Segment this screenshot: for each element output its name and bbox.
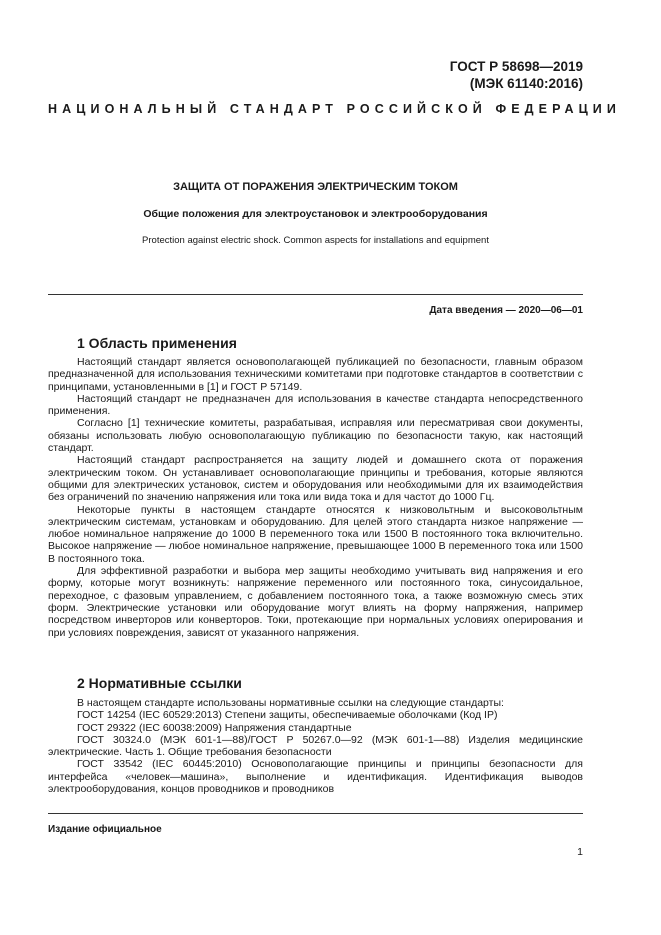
paragraph: Настоящий стандарт распространяется на защиту людей и домашнего скота от поражения электрическим током. Он устанавливает основополагающие принципы и требования, которые являются общими для электрических установок, систем и оборудования или необходимыми для их взаимодействия без ограничений по значению напряжения или тока или вида тока и для частот до 1000 Гц. [48,454,583,504]
document-subtitle: Общие положения для электроустановок и электрооборудования [143,208,488,220]
edition-label: Издание официальное [48,824,162,835]
paragraph: Настоящий стандарт не предназначен для использования в качестве стандарта непосредственного применения. [48,392,583,418]
paragraph: Настоящий стандарт является основополагающей публикацией по безопасности, главным образом предназначенной для использования техническими комитетами при подготовке стандартов в соответствии с принципами, установленными в [1] и ГОСТ Р 57149. [48,356,583,393]
introduction-date: Дата введения — 2020—06—01 [429,305,583,316]
standard-code-block [450,58,583,92]
paragraph: Согласно [1] технические комитеты, разрабатывая, исправляя или пересматривая свои документы, обязаны использовать любую основополагающую публикацию по безопасности такую, как настоящий стандарт. [48,417,583,455]
document-title: ЗАЩИТА ОТ ПОРАЖЕНИЯ ЭЛЕКТРИЧЕСКИМ ТОКОМ [173,181,458,193]
reference-item: ГОСТ 29322 (IEC 60038:2009) Напряжения стандартные [77,721,352,734]
national-standard-banner: НАЦИОНАЛЬНЫЙ СТАНДАРТ РОССИЙСКОЙ ФЕДЕРАЦИИ [48,102,621,116]
section-body-normative-references [48,697,583,795]
document-title-english: Protection against electric shock. Common aspects for installations and equipment [142,235,489,246]
footer-divider [48,813,583,814]
iec-code: (МЭК 61140:2016) [469,76,583,91]
reference-item: ГОСТ 30324.0 (МЭК 601-1—88)/ГОСТ Р 50267.0—92 (МЭК 601-1—88) Изделия медицинские электрические. Часть 1. Общие требования безопасности [48,733,583,759]
header-divider [48,294,583,295]
reference-item: ГОСТ 14254 (IEC 60529:2013) Степени защиты, обеспечиваемые оболочками (Код IP) [77,709,498,722]
paragraph: Некоторые пункты в настоящем стандарте относятся к низковольтным и высоковольтным электрическим системам, установкам и оборудованию. Для целей этого стандарта низкое напряжение — любое номинальное напряжение до 1000 В переменного тока или 1500 В постоянного тока включительно. Высокое напряжение — любое номинальное напряжение, превышающее 1000 В переменного тока или 1500 В постоянного тока. [48,503,583,565]
page-number: 1 [577,846,583,858]
section-body-scope [48,356,583,639]
paragraph: В настоящем стандарте использованы нормативные ссылки на следующие стандарты: [77,697,504,709]
standard-code: ГОСТ Р 58698—2019 [449,59,583,74]
section-heading-normative-references: 2 Нормативные ссылки [77,675,242,691]
section-heading-scope: 1 Область применения [77,335,237,351]
reference-item: ГОСТ 33542 (IEC 60445:2010) Основополагающие принципы и принципы безопасности для интерфейса «человек—машина», выполнение и идентификация. Идентификация выводов электрооборудования, концов проводников и проводников [48,758,583,796]
paragraph: Для эффективной разработки и выбора мер защиты необходимо учитывать вид напряжения и его форму, которые могут возникнуть: напряжение переменного или постоянного тока, синусоидальное, переходное, с фазовым управлением, с добавлением постоянного тока, а также возможную смесь этих форм. Электрические установки или оборудование могут влиять на форму напряжения, например посредством инверторов или конверторов. Токи, протекающие при нормальных условиях оперирования и при условиях повреждения, зависят от указанного напряжения. [48,565,583,639]
